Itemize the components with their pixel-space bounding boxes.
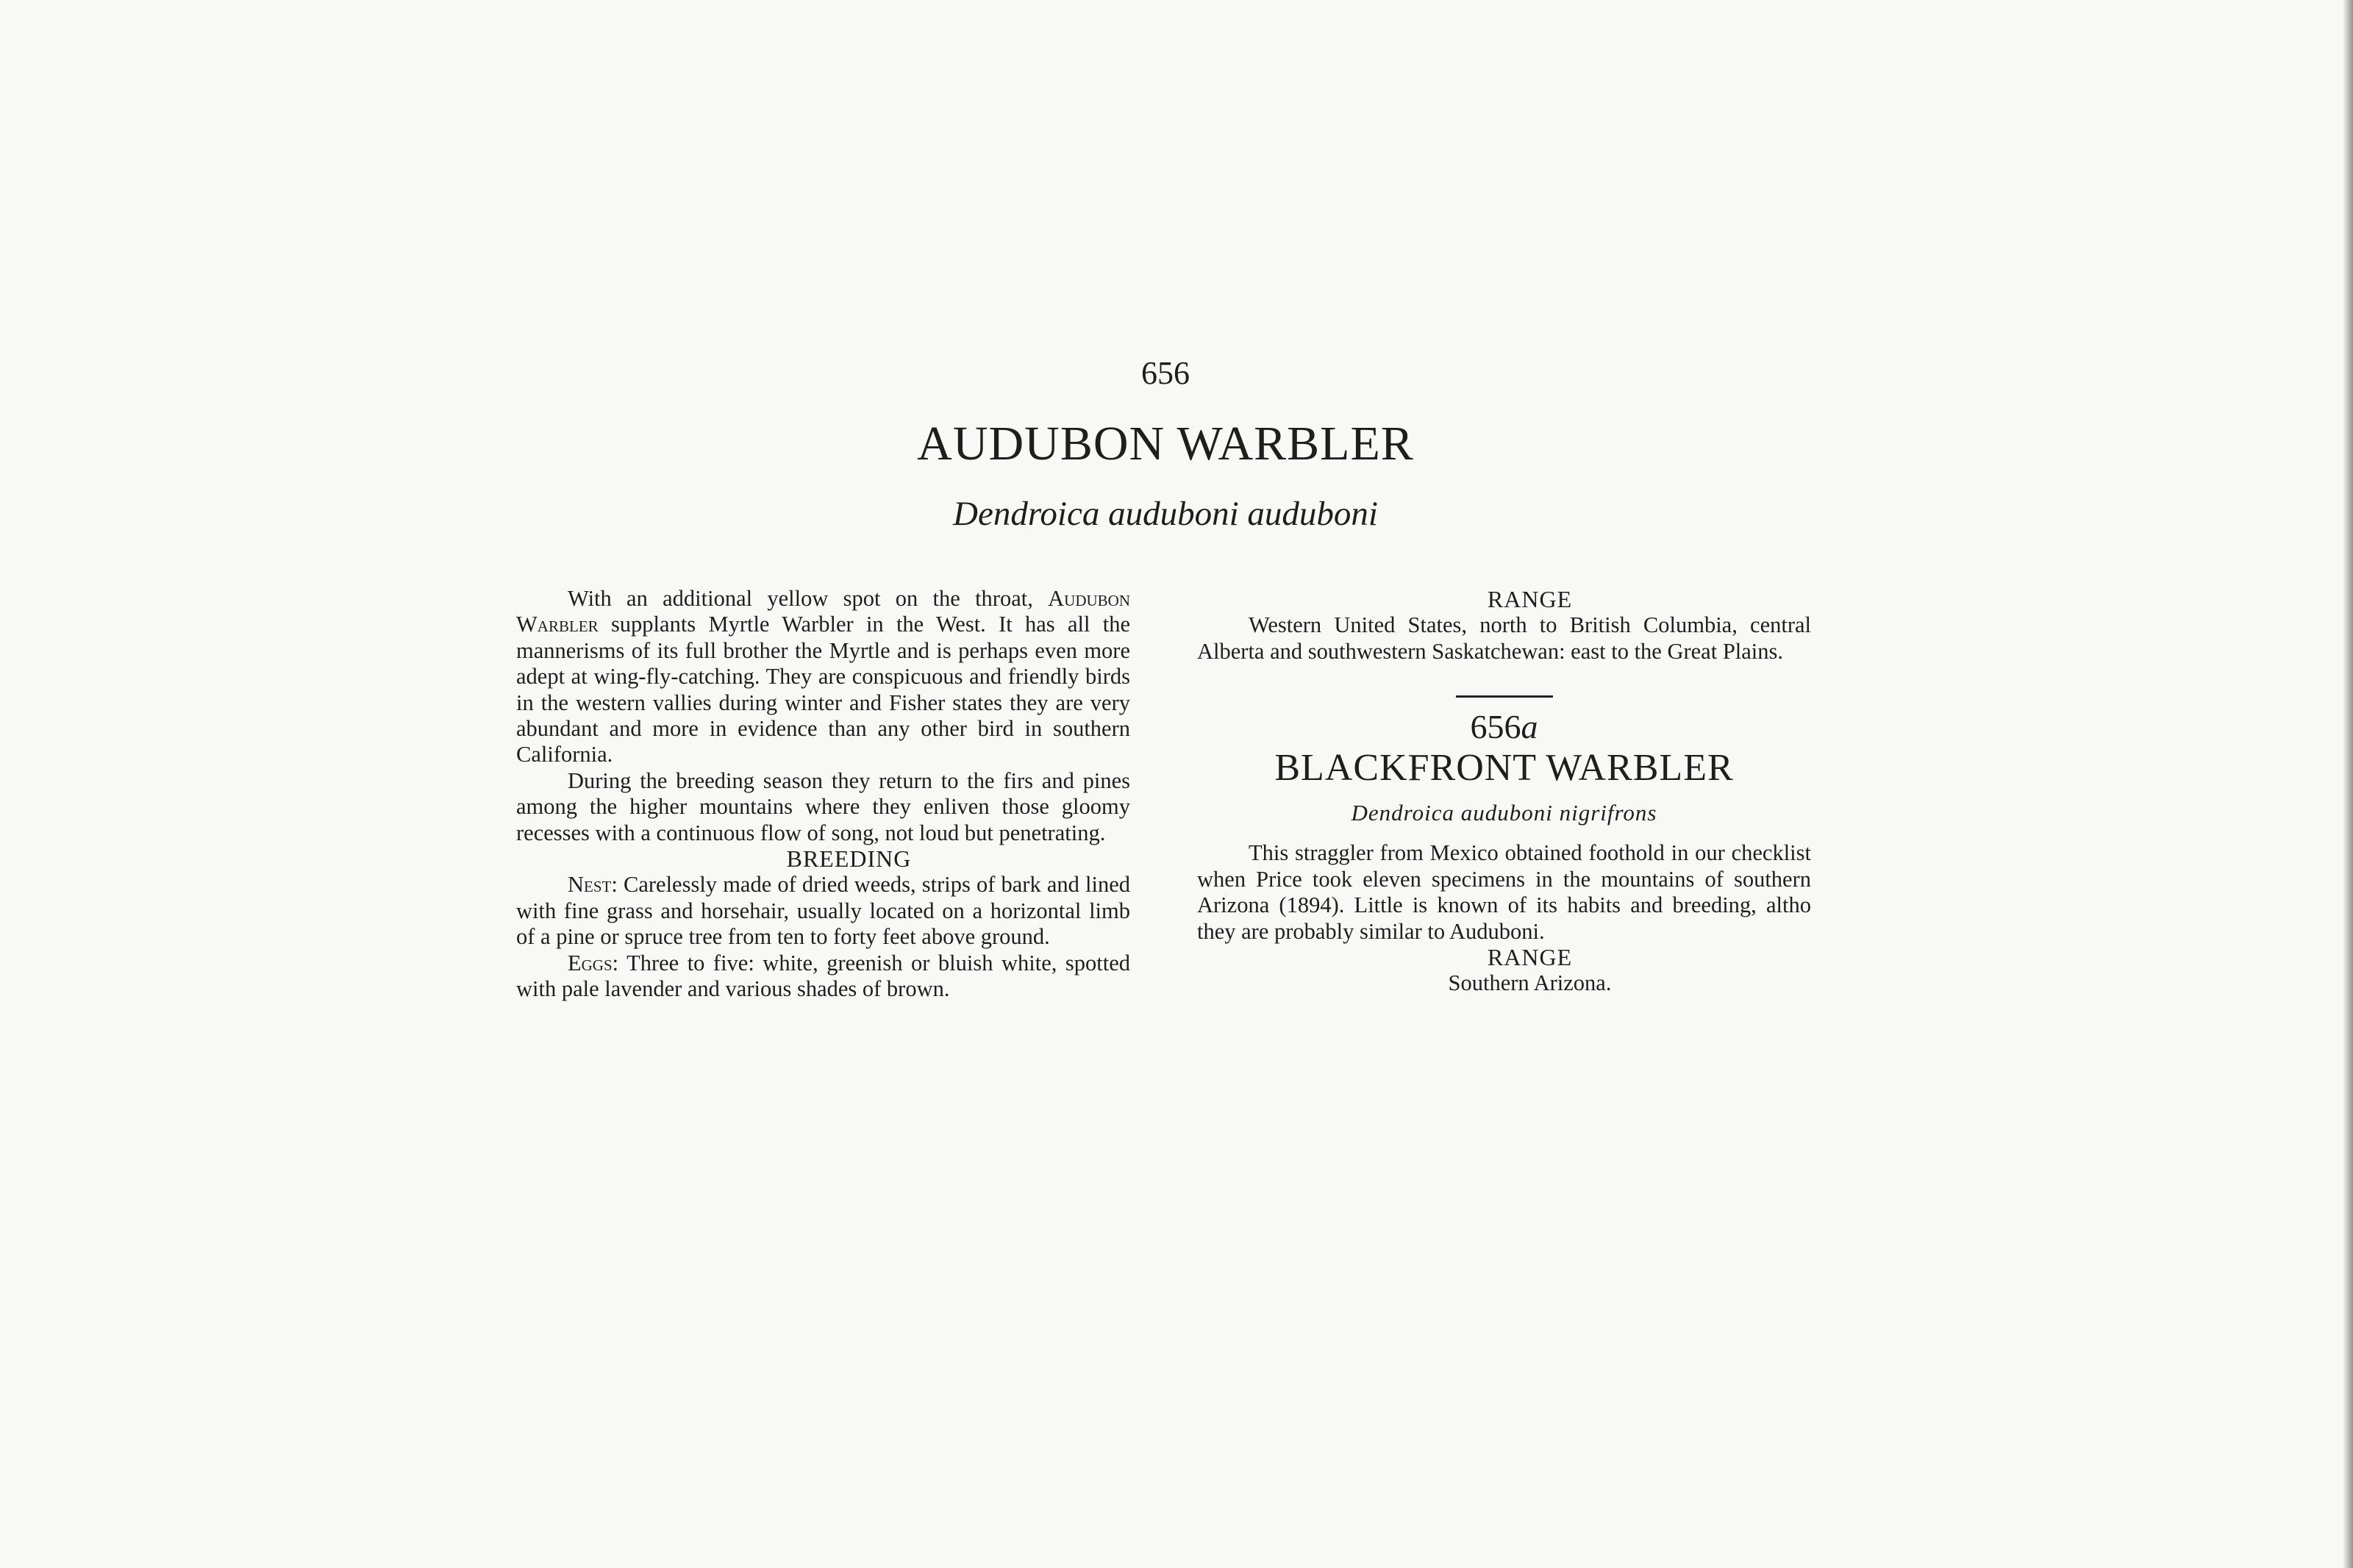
species-title: AUDUBON WARBLER: [917, 417, 1414, 470]
intro-species-name: Audubon Warbler: [516, 586, 1131, 637]
subspecies-number-digits: 656: [1470, 708, 1521, 746]
subspecies-number-suffix: a: [1521, 708, 1538, 746]
right-column: [1197, 587, 1811, 997]
intro-paragraph: [516, 586, 1130, 768]
breeding-heading: BREEDING: [786, 845, 912, 873]
section-divider: [1456, 695, 1553, 698]
subspecies-range-text: Southern Arizona.: [1448, 970, 1612, 996]
subspecies-number: [1197, 708, 1811, 746]
nest-label: Nest:: [568, 872, 618, 898]
range-paragraph: Western United States, north to British Columbia, central Alberta and southwestern Saskatchewan: east to the Great Plains.: [1197, 612, 1811, 664]
intro-lead: With an additional yellow spot on the throat,: [568, 586, 1033, 611]
page-number: 656: [1141, 355, 1190, 391]
subspecies-paragraph: This straggler from Mexico obtained foothold in our checklist when Price took eleven specimens in the mountains of southern Arizona (1894). Little is known of its habits and breeding, altho they are probably similar to Auduboni.: [1197, 840, 1811, 944]
breeding-season-paragraph: During the breeding season they return to the firs and pines among the higher mountains where they enliven those gloomy recesses with a continuous flow of song, not loud but penetrating.: [516, 767, 1130, 845]
subspecies-title: BLACKFRONT WARBLER: [1274, 746, 1734, 789]
left-column: [516, 586, 1130, 1003]
subspecies-scientific-name: Dendroica auduboni nigrifrons: [1351, 800, 1657, 826]
eggs-text: Three to five: white, greenish or bluish white, spotted with pale lavender and various shades of brown.: [516, 950, 1130, 1002]
species-scientific-name: Dendroica auduboni auduboni: [953, 495, 1378, 533]
intro-rest: supplants Myrtle Warbler in the West. It has all the mannerisms of its full brother the Myrtle and is perhaps even more adept at wing-fly-catching. They are conspicuous and friendly birds in the western vallies during winter and Fisher states they are very abundant and more in evidence than any other bird in southern California.: [516, 612, 1130, 767]
nest-paragraph: [516, 872, 1130, 950]
eggs-paragraph: [516, 951, 1130, 1003]
page-edge-shadow: [2343, 0, 2353, 1568]
subspecies-range-heading: RANGE: [1487, 944, 1573, 971]
eggs-label: Eggs:: [568, 950, 619, 975]
nest-text: Carelessly made of dried weeds, strips of bark and lined with fine grass and horsehair, usually located on a horizontal limb of a pine or spruce tree from ten to forty feet above ground.: [516, 872, 1131, 950]
range-heading: RANGE: [1487, 586, 1573, 612]
